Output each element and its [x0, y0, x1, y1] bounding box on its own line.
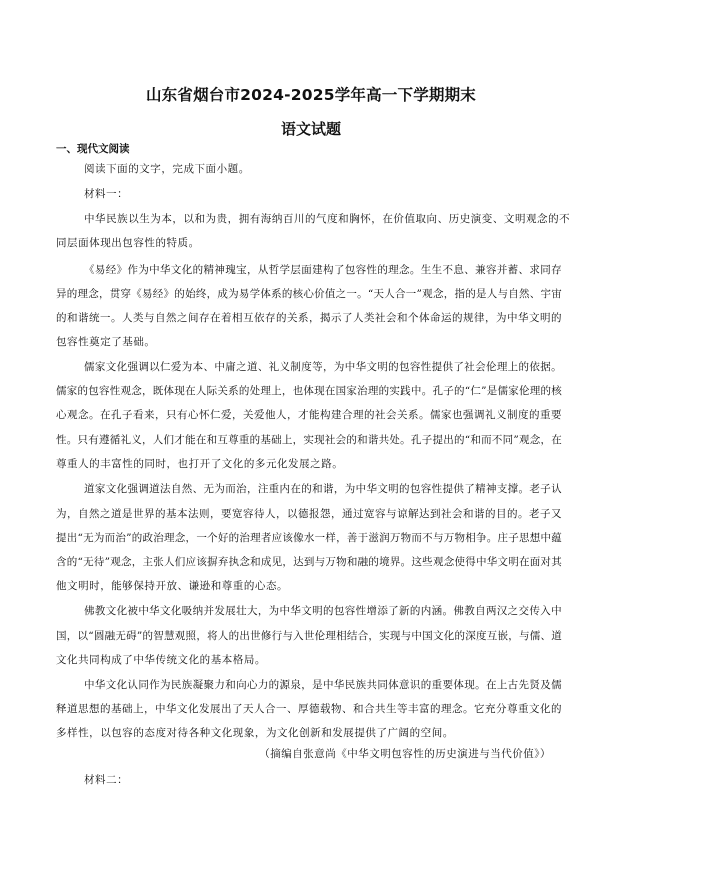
source-citation: （摘编自张意尚《中华文明包容性的历史演进与当代价值》） — [259, 748, 551, 760]
material-1-label: 材料一： — [84, 188, 129, 200]
paragraph-6-line-2: 释道思想的基础上，中华文化发展出了天人合一、厚德载物、和合共生等丰富的理念。它充分尊重文化的 — [56, 703, 562, 715]
paragraph-3-line-5: 尊重人的丰富性的同时，也打开了文化的多元化发展之路。 — [56, 458, 344, 470]
paragraph-3-line-4: 性。只有遵循礼义，人们才能在和互尊重的基础上，实现社会的和谐共处。孔子提出的“和而不同”观念，在 — [56, 434, 562, 446]
paragraph-2-line-1: 《易经》作为中华文化的精神瑰宝，从哲学层面建构了包容性的理念。生生不息、兼容并蓄、求同存 — [84, 264, 562, 276]
paragraph-5-line-3: 文化共同构成了中华传统文化的基本格局。 — [56, 654, 266, 666]
paragraph-2-line-2: 异的理念，贯穿《易经》的始终，成为易学体系的核心价值之一。“天人合一”观念，指的是人与自然、宇宙 — [56, 288, 562, 300]
paragraph-4-line-5: 他文明时，能够保持开放、谦逊和尊重的心态。 — [56, 580, 289, 592]
paragraph-2-line-3: 的和谐统一。人类与自然之间存在着相互依存的关系，揭示了人类社会和个体命运的规律，为中华文明的 — [56, 312, 562, 324]
paragraph-4-line-4: 含的“无待”观念，主张人们应该摒弃执念和成见，达到与万物和融的境界。这些观念使得中华文明在面对其 — [56, 556, 562, 568]
paragraph-3-line-2: 儒家的包容性观念，既体现在人际关系的处理上，也体现在国家治理的实践中。孔子的“仁”是儒家伦理的核 — [56, 385, 562, 397]
paragraph-6-line-1: 中华文化认同作为民族凝聚力和向心力的源泉，是中华民族共同体意识的重要体现。在上古先贤及儒 — [84, 679, 562, 691]
paragraph-2-line-4: 包容性奠定了基础。 — [56, 336, 156, 348]
paragraph-4-line-1: 道家文化强调道法自然、无为而治，注重内在的和谐，为中华文明的包容性提供了精神支撑。老子认 — [84, 483, 562, 495]
section-heading: 一、现代文阅读 — [56, 143, 130, 155]
paragraph-3-line-1: 儒家文化强调以仁爱为本、中庸之道、礼义制度等，为中华文明的包容性提供了社会伦理上的依据。 — [84, 361, 562, 373]
paragraph-1-line-2: 同层面体现出包容性的特质。 — [56, 237, 200, 249]
paragraph-5-line-2: 国，以“圆融无碍”的智慧观照，将人的出世修行与入世伦理相结合，实现与中国文化的深度互嵌，与儒、道 — [56, 630, 562, 642]
exam-title: 山东省烟台市2024-2025学年高一下学期期末 — [145, 86, 476, 104]
paragraph-4-line-3: 提出“无为而治”的政治理念，一个好的治理者应该像水一样，善于滋润万物而不与万物相争。庄子思想中蕴 — [56, 532, 562, 544]
paragraph-5-line-1: 佛教文化被中华文化吸纳并发展壮大，为中华文明的包容性增添了新的内涵。佛教自两汉之交传入中 — [84, 605, 562, 617]
material-2-label: 材料二： — [84, 774, 129, 786]
paragraph-1-line-1: 中华民族以生为本，以和为贵，拥有海纳百川的气度和胸怀，在价值取向、历史演变、文明观念的不 — [84, 213, 571, 225]
instruction-text: 阅读下面的文字，完成下面小题。 — [84, 163, 250, 175]
exam-subtitle: 语文试题 — [280, 120, 341, 138]
paragraph-6-line-3: 多样性，以包容的态度对待各种文化现象，为文化创新和发展提供了广阔的空间。 — [56, 727, 454, 739]
paragraph-3-line-3: 心观念。在孔子看来，只有心怀仁爱，关爱他人，才能构建合理的社会关系。儒家也强调礼义制度的重要 — [56, 409, 562, 421]
paragraph-4-line-2: 为，自然之道是世界的基本法则，要宽容待人，以德报怨，通过宽容与谅解达到社会和谐的目的。老子又 — [56, 508, 562, 520]
